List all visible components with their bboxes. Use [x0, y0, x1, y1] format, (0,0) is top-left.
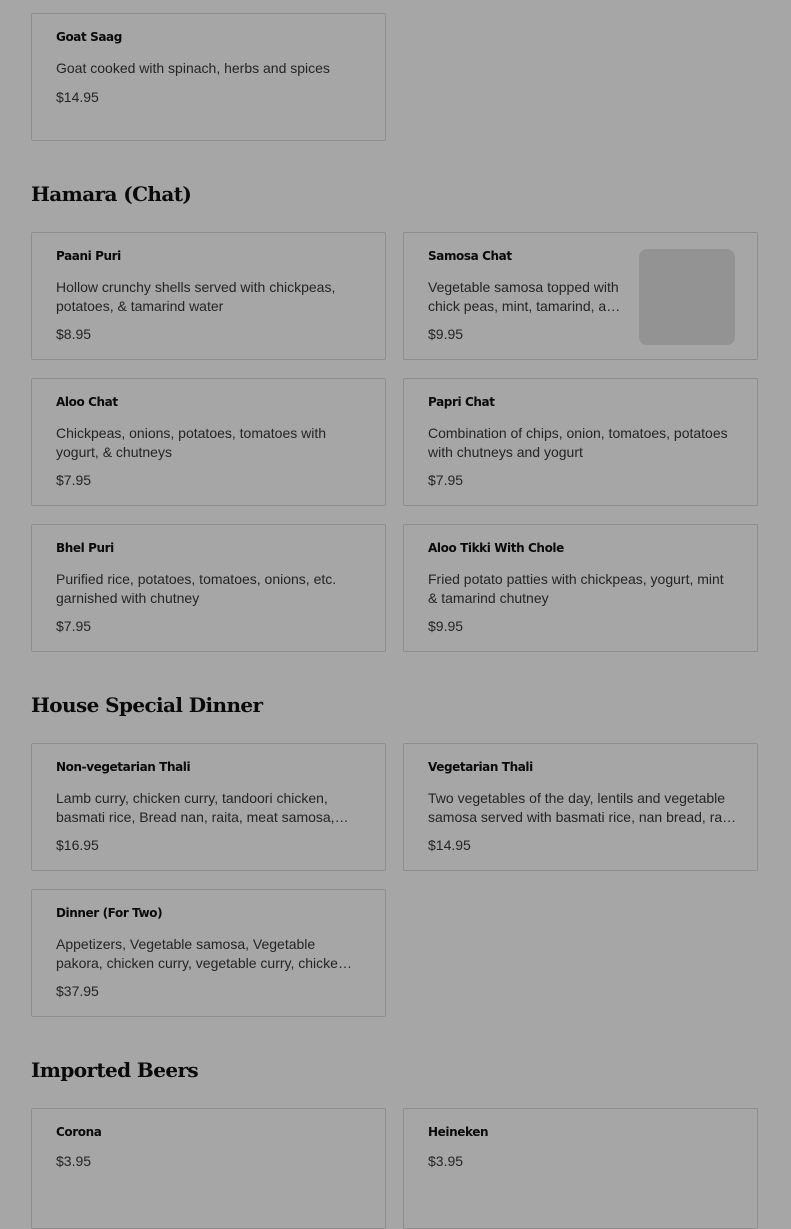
menu-item-card[interactable]	[31, 13, 386, 141]
menu-item-name: Heineken	[428, 1125, 489, 1139]
section-title: Hamara (Chat)	[31, 182, 192, 206]
menu-item-name: Corona	[56, 1125, 102, 1139]
menu-item-price: $7.95	[428, 472, 464, 488]
menu-item-price: $3.95	[56, 1153, 92, 1169]
menu-item-description: Fried potato patties with chickpeas, yogurt, mint & tamarind chutney	[428, 571, 724, 606]
menu-item-description: Hollow crunchy shells served with chickpeas, potatoes, & tamarind water	[56, 279, 336, 314]
menu-item-card[interactable]	[31, 1108, 386, 1229]
menu-item-card[interactable]	[403, 378, 758, 506]
menu-item-name: Bhel Puri	[56, 541, 114, 555]
menu-item-price: $9.95	[428, 326, 464, 342]
menu-item-name: Aloo Chat	[56, 395, 118, 409]
menu-item-name: Samosa Chat	[428, 249, 512, 263]
menu-item-name: Goat Saag	[56, 30, 122, 44]
menu-item-price: $14.95	[56, 89, 99, 105]
menu-item-card[interactable]	[403, 743, 758, 871]
menu-item-card[interactable]	[31, 524, 386, 652]
menu-item-price: $8.95	[56, 326, 92, 342]
menu-item-price: $7.95	[56, 472, 92, 488]
menu-item-price: $7.95	[56, 618, 92, 634]
menu-item-price: $3.95	[428, 1153, 464, 1169]
menu-item-name: Paani Puri	[56, 249, 121, 263]
menu-item-description: Vegetable samosa topped with chick peas, mint, tamarind, and	[428, 279, 622, 314]
menu-item-card[interactable]	[31, 378, 386, 506]
menu-item-name: Vegetarian Thali	[428, 760, 533, 774]
menu-item-card[interactable]	[403, 1108, 758, 1229]
menu-item-card[interactable]	[31, 232, 386, 360]
menu-item-name: Dinner (For Two)	[56, 906, 163, 920]
menu-item-price: $14.95	[428, 837, 471, 853]
section-title: House Special Dinner	[31, 693, 263, 717]
menu-item-description: Combination of chips, onion, tomatoes, potatoes with chutneys and yogurt	[428, 425, 728, 460]
menu-item-description: Goat cooked with spinach, herbs and spices	[56, 60, 330, 76]
menu-item-name: Non-vegetarian Thali	[56, 760, 191, 774]
menu-item-description: Lamb curry, chicken curry, tandoori chicken, basmati rice, Bread nan, raita, meat samosa,	[56, 790, 335, 825]
menu-item-price: $16.95	[56, 837, 99, 853]
menu-item-card[interactable]	[403, 232, 758, 360]
menu-item-card[interactable]	[403, 524, 758, 652]
menu-item-description: Appetizers, Vegetable samosa, Vegetable pakora, chicken curry, vegetable curry, chicken	[56, 936, 346, 971]
menu-item-card[interactable]	[31, 743, 386, 871]
menu-item-description: Purified rice, potatoes, tomatoes, onions, etc. garnished with chutney	[56, 571, 337, 606]
menu-item-image-placeholder	[639, 249, 735, 345]
menu-item-price: $37.95	[56, 983, 99, 999]
menu-item-description: Two vegetables of the day, lentils and vegetable samosa served with basmati rice, nan bread, raita	[428, 790, 737, 825]
menu-item-description: Chickpeas, onions, potatoes, tomatoes with yogurt, & chutneys	[56, 425, 327, 460]
menu-item-card[interactable]	[31, 889, 386, 1017]
menu-item-price: $9.95	[428, 618, 464, 634]
section-title: Imported Beers	[31, 1058, 199, 1082]
menu-item-name: Papri Chat	[428, 395, 495, 409]
menu-item-name: Aloo Tikki With Chole	[428, 541, 564, 555]
